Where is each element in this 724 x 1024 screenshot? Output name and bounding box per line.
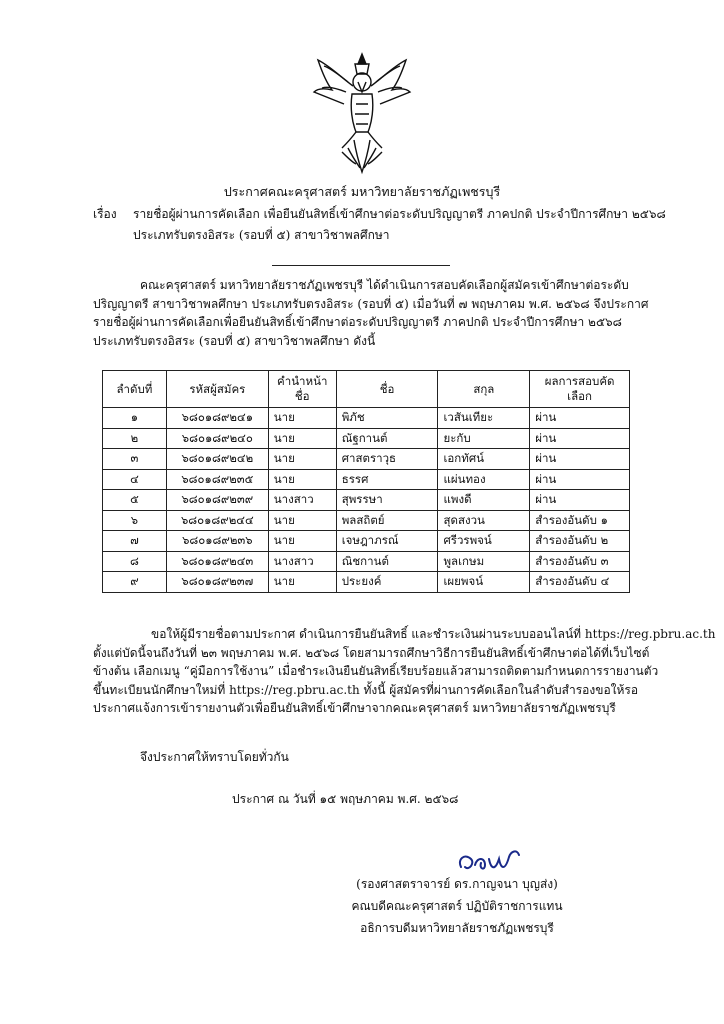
announcement-subject: [93, 205, 666, 224]
cell-first-name: เจษฎาภรณ์: [336, 531, 438, 552]
signatory-name: (รองศาสตราจารย์ ดร.กาญจนา บุญส่ง): [356, 877, 558, 891]
cell-first-name: ธรรศ: [336, 469, 438, 490]
cell-last-name: แพงดี: [438, 490, 530, 511]
cell-result: ผ่าน: [530, 408, 630, 429]
cell-first-name: พลสถิตย์: [336, 510, 438, 531]
cell-last-name: ศรีวรพจน์: [438, 531, 530, 552]
garuda-emblem-icon: [312, 52, 412, 174]
subject-line-2: ประเภทรับตรงอิสระ (รอบที่ ๕) สาขาวิชาพลศึกษา: [133, 228, 390, 242]
intro-line: คณะครุศาสตร์ มหาวิทยาลัยราชภัฏเพชรบุรี ได้ดำเนินการสอบคัดเลือกผู้สมัครเข้าศึกษาต่อระดับ: [140, 278, 629, 292]
table-row: [103, 428, 630, 449]
cell-result: สำรองอันดับ ๒: [530, 531, 630, 552]
signatory-title-1: คณบดีคณะครุศาสตร์ ปฏิบัติราชการแทน: [351, 899, 563, 913]
instructions-paragraph: [93, 625, 716, 718]
cell-last-name: เวสันเทียะ: [438, 408, 530, 429]
cell-result: สำรองอันดับ ๑: [530, 510, 630, 531]
intro-line: ปริญญาตรี สาขาวิชาพลศึกษา ประเภทรับตรงอิสระ (รอบที่ ๕) เมื่อวันที่ ๗ พฤษภาคม พ.ศ. ๒๕๖๘ จึงประกาศ: [93, 296, 649, 311]
header-applicant-id: รหัสผู้สมัคร: [166, 371, 268, 408]
signature-scribble-icon: [455, 845, 525, 879]
signatory-block: [0, 875, 724, 938]
cell-result: ผ่าน: [530, 428, 630, 449]
cell-prefix: นาย: [268, 428, 336, 449]
cell-applicant-id: ๖๘๐๑๘๙๒๔๓: [166, 551, 268, 572]
cell-first-name: ณัฐกานต์: [336, 428, 438, 449]
cell-no: ๔: [103, 469, 167, 490]
cell-applicant-id: ๖๘๐๑๘๙๒๓๙: [166, 490, 268, 511]
cell-first-name: สุพรรษา: [336, 490, 438, 511]
cell-no: ๖: [103, 510, 167, 531]
cell-last-name: แผ่นทอง: [438, 469, 530, 490]
cell-applicant-id: ๖๘๐๑๘๙๒๓๕: [166, 469, 268, 490]
cell-prefix: นางสาว: [268, 551, 336, 572]
header-prefix: คำนำหน้าชื่อ: [268, 371, 336, 408]
cell-prefix: นาย: [268, 449, 336, 470]
intro-line: ประเภทรับตรงอิสระ (รอบที่ ๕) สาขาวิชาพลศึกษา ดังนี้: [93, 333, 376, 348]
cell-last-name: ยะกับ: [438, 428, 530, 449]
cell-last-name: สุดสงวน: [438, 510, 530, 531]
cell-prefix: นาย: [268, 408, 336, 429]
intro-paragraph: [93, 276, 649, 350]
divider: [272, 265, 450, 266]
cell-no: ๘: [103, 551, 167, 572]
table-header-row: [103, 371, 630, 408]
cell-no: ๗: [103, 531, 167, 552]
cell-last-name: เผยพจน์: [438, 572, 530, 593]
cell-last-name: เอกทัศน์: [438, 449, 530, 470]
cell-no: ๒: [103, 428, 167, 449]
header-first-name: ชื่อ: [336, 371, 438, 408]
cell-result: สำรองอันดับ ๓: [530, 551, 630, 572]
cell-prefix: นาย: [268, 572, 336, 593]
cell-no: ๓: [103, 449, 167, 470]
cell-no: ๑: [103, 408, 167, 429]
intro-line: รายชื่อผู้ผ่านการคัดเลือกเพื่อยืนยันสิทธิ์เข้าศึกษาต่อระดับปริญญาตรี ภาคปกติ ประจำปีการศึกษา ๒๕๖๘: [93, 315, 622, 329]
cell-applicant-id: ๖๘๐๑๘๙๒๓๖: [166, 531, 268, 552]
announcement-issuer: ประกาศคณะครุศาสตร์ มหาวิทยาลัยราชภัฏเพชรบุรี: [223, 184, 501, 199]
cell-prefix: นาย: [268, 510, 336, 531]
cell-no: ๙: [103, 572, 167, 593]
cell-applicant-id: ๖๘๐๑๘๙๒๔๒: [166, 449, 268, 470]
subject-line-1: รายชื่อผู้ผ่านการคัดเลือก เพื่อยืนยันสิทธิ์เข้าศึกษาต่อระดับปริญญาตรี ภาคปกติ ประจำปีการศึกษา ๒๕๖๘: [133, 207, 666, 221]
cell-result: สำรองอันดับ ๔: [530, 572, 630, 593]
cell-first-name: ประยงค์: [336, 572, 438, 593]
instruction-line: ข้างต้น เลือกเมนู “คู่มือการใช้งาน” เมื่อชำระเงินยืนยันสิทธิ์เรียบร้อยแล้วสามารถติดตามกำหนดการรายงานตัว: [93, 664, 659, 678]
closing-notice: จึงประกาศให้ทราบโดยทั่วกัน: [140, 750, 289, 764]
table-row: [103, 490, 630, 511]
table-row: [103, 510, 630, 531]
table-row: [103, 572, 630, 593]
cell-no: ๕: [103, 490, 167, 511]
table-row: [103, 531, 630, 552]
table-row: [103, 551, 630, 572]
cell-last-name: พูลเกษม: [438, 551, 530, 572]
instruction-line: ขึ้นทะเบียนนักศึกษาใหม่ที่ https://reg.pbru.ac.th ทั้งนี้ ผู้สมัครที่ผ่านการคัดเลือกในลำดับสำรองขอให้รอ: [93, 682, 639, 697]
cell-prefix: นาย: [268, 531, 336, 552]
cell-applicant-id: ๖๘๐๑๘๙๒๔๔: [166, 510, 268, 531]
cell-applicant-id: ๖๘๐๑๘๙๒๔๑: [166, 408, 268, 429]
table-row: [103, 408, 630, 429]
signatory-title-2: อธิการบดีมหาวิทยาลัยราชภัฏเพชรบุรี: [360, 921, 554, 935]
cell-prefix: นางสาว: [268, 490, 336, 511]
header-result: ผลการสอบคัดเลือก: [530, 371, 630, 408]
subject-label: เรื่อง: [93, 207, 117, 221]
instruction-line: ขอให้ผู้มีรายชื่อตามประกาศ ดำเนินการยืนยันสิทธิ์ และชำระเงินผ่านระบบออนไลน์ที่ https://reg.pbru.ac.th: [151, 627, 716, 641]
cell-first-name: ศาสตราวุธ: [336, 449, 438, 470]
cell-applicant-id: ๖๘๐๑๘๙๒๔๐: [166, 428, 268, 449]
table-row: [103, 469, 630, 490]
results-table: [102, 370, 630, 593]
instruction-line: ประกาศแจ้งการเข้ารายงานตัวเพื่อยืนยันสิทธิ์เข้าศึกษาจากคณะครุศาสตร์ มหาวิทยาลัยราชภัฏเพชรบุรี: [93, 701, 616, 715]
cell-result: ผ่าน: [530, 469, 630, 490]
cell-first-name: พิภัช: [336, 408, 438, 429]
header-last-name: สกุล: [438, 371, 530, 408]
table-row: [103, 449, 630, 470]
header-no: ลำดับที่: [103, 371, 167, 408]
announcement-date: ประกาศ ณ วันที่ ๑๕ พฤษภาคม พ.ศ. ๒๕๖๘: [232, 792, 459, 806]
instruction-line: ตั้งแต่บัดนี้จนถึงวันที่ ๒๓ พฤษภาคม พ.ศ. ๒๕๖๘ โดยสามารถศึกษาวิธีการยืนยันสิทธิ์เข้าศึกษาต่อได้ที่เว็บไซต์: [93, 645, 650, 660]
cell-prefix: นาย: [268, 469, 336, 490]
cell-first-name: ณิชกานต์: [336, 551, 438, 572]
cell-applicant-id: ๖๘๐๑๘๙๒๓๗: [166, 572, 268, 593]
cell-result: ผ่าน: [530, 490, 630, 511]
cell-result: ผ่าน: [530, 449, 630, 470]
